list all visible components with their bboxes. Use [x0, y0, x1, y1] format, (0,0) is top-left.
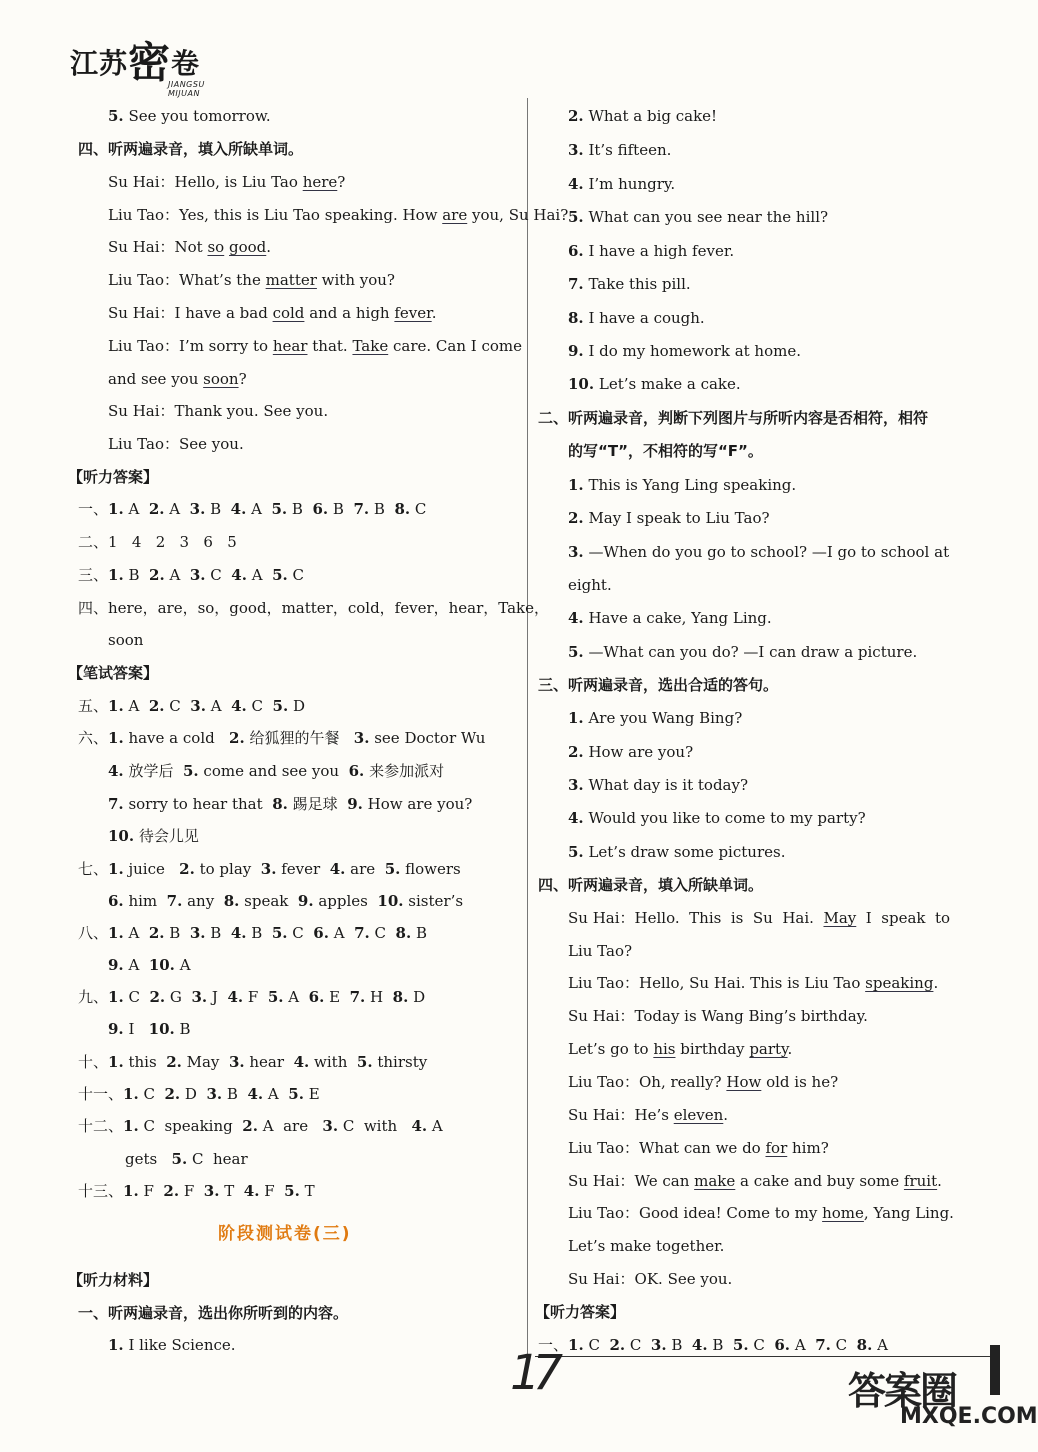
right-text-line: 1. Are you Wang Bing?	[568, 709, 743, 727]
watermark	[848, 1360, 1038, 1429]
right-text-line: 10. Let’s make a cake.	[568, 375, 741, 393]
right-text-line: 5. What can you see near the hill?	[568, 208, 829, 226]
right-text-line: Let’s go to his birthday party.	[568, 1040, 793, 1058]
left-text-line: 八、1. A 2. B 3. B 4. B 5. C 6. A 7. C 8. B	[78, 924, 428, 942]
right-text-line: 的写“T”，不相符的写“F”。	[568, 442, 763, 460]
right-text-line: 9. I do my homework at home.	[568, 342, 801, 360]
right-text-line: 四、听两遍录音，填入所缺单词。	[538, 876, 764, 894]
right-text-line: eight.	[568, 576, 612, 594]
left-text-line: 一、听两遍录音，选出你所听到的内容。	[78, 1304, 349, 1322]
right-text-line: Let’s make together.	[568, 1237, 725, 1255]
right-text-line: 4. Would you like to come to my party?	[568, 809, 866, 827]
left-text-line: Su Hai：Thank you. See you.	[108, 402, 329, 420]
left-text-line: Su Hai：Not so good.	[108, 238, 272, 256]
right-text-line: 4. I’m hungry.	[568, 175, 676, 193]
right-text-line: 5. —What can you do? —I can draw a picture.	[568, 643, 918, 661]
column-divider	[527, 98, 528, 1360]
right-text-line: Su Hai：Hello. This is Su Hai. May I speak to	[568, 909, 951, 927]
left-text-line: 9. I 10. B	[108, 1020, 191, 1038]
watermark-url: MXQE.COM	[900, 1404, 1038, 1429]
left-text-line: 5. See you tomorrow.	[108, 107, 271, 125]
brand-text-left: 江苏	[70, 47, 129, 80]
left-text-line: 【听力答案】	[68, 468, 159, 486]
left-text-line: 7. sorry to hear that 8. 踢足球 9. How are you?	[108, 795, 473, 813]
right-text-line: Su Hai：We can make a cake and buy some fruit.	[568, 1172, 942, 1190]
left-text-line: Liu Tao：I’m sorry to hear that. Take care. Can I come	[108, 337, 522, 355]
left-text-line: 【听力材料】	[68, 1271, 159, 1289]
right-text-line: 3. What day is it today?	[568, 776, 749, 794]
right-text-line: 6. I have a high fever.	[568, 242, 735, 260]
left-text-line: 十二、1. C speaking 2. A are 3. C with 4. A	[78, 1117, 443, 1135]
left-text-line: 【笔试答案】	[68, 664, 159, 682]
right-text-line: Liu Tao：Oh, really? How old is he?	[568, 1073, 839, 1091]
left-text-line: Liu Tao：What’s the matter with you?	[108, 271, 395, 289]
right-text-line: 【听力答案】	[535, 1303, 626, 1321]
right-text-line: 一、1. C 2. C 3. B 4. B 5. C 6. A 7. C 8. A	[538, 1336, 888, 1354]
right-text-line: 5. Let’s draw some pictures.	[568, 843, 786, 861]
left-text-line: 6. him 7. any 8. speak 9. apples 10. sister’s	[108, 892, 464, 910]
brand-text-right: 卷	[171, 47, 201, 80]
right-text-line: 2. How are you?	[568, 743, 694, 761]
left-text-line: 九、1. C 2. G 3. J 4. F 5. A 6. E 7. H 8. D	[78, 988, 426, 1006]
left-text-line: Liu Tao：Yes, this is Liu Tao speaking. How are you, Su Hai?	[108, 206, 569, 224]
right-text-line: Su Hai：Today is Wang Bing’s birthday.	[568, 1007, 868, 1025]
left-text-line: 四、here，are，so，good，matter，cold，fever，hear，Take，	[78, 599, 550, 617]
left-text-line: Su Hai：Hello, is Liu Tao here?	[108, 173, 346, 191]
right-text-line: 3. It’s fifteen.	[568, 141, 672, 159]
brand-subtitle: JIANGSU MIJUAN	[168, 80, 205, 98]
page-tab	[990, 1345, 1000, 1395]
left-text-line: 10. 待会儿见	[108, 827, 199, 845]
left-text-line: 二、1 4 2 3 6 5	[78, 533, 237, 551]
right-text-line: Liu Tao：What can we do for him?	[568, 1139, 829, 1157]
brand-text-mid: 密	[128, 38, 172, 87]
left-text-line: 4. 放学后 5. come and see you 6. 来参加派对	[108, 762, 445, 780]
left-text-line: 六、1. have a cold 2. 给狐狸的午餐 3. see Doctor Wu	[78, 729, 486, 747]
right-text-line: 2. What a big cake!	[568, 107, 718, 125]
left-text-line: 四、听两遍录音，填入所缺单词。	[78, 140, 304, 158]
right-text-line: Liu Tao?	[568, 942, 633, 960]
page-number: 17	[510, 1345, 556, 1401]
left-text-line: 9. A 10. A	[108, 956, 191, 974]
right-text-line: 二、听两遍录音，判断下列图片与所听内容是否相符，相符	[538, 409, 929, 427]
right-text-line: 1. This is Yang Ling speaking.	[568, 476, 797, 494]
left-text-line: 1. I like Science.	[108, 1336, 236, 1354]
right-text-line: Su Hai：He’s eleven.	[568, 1106, 729, 1124]
watermark-text: 答案圈	[848, 1369, 957, 1413]
left-text-line: 十三、1. F 2. F 3. T 4. F 5. T	[78, 1182, 315, 1200]
section-title: 阶段测试卷(三)	[218, 1224, 352, 1244]
left-text-line: Su Hai：I have a bad cold and a high fever.	[108, 304, 437, 322]
brand-logo	[70, 30, 205, 98]
right-text-line: 三、听两遍录音，选出合适的答句。	[538, 676, 779, 694]
right-text-line: Su Hai：OK. See you.	[568, 1270, 733, 1288]
left-text-line: and see you soon?	[108, 370, 247, 388]
left-text-line: soon	[108, 631, 144, 649]
left-text-line: 十、1. this 2. May 3. hear 4. with 5. thirsty	[78, 1053, 428, 1071]
left-text-line: 五、1. A 2. C 3. A 4. C 5. D	[78, 697, 306, 715]
right-text-line: 4. Have a cake, Yang Ling.	[568, 609, 772, 627]
left-text-line: 一、1. A 2. A 3. B 4. A 5. B 6. B 7. B 8. C	[78, 500, 427, 518]
left-text-line: gets 5. C hear	[125, 1150, 248, 1168]
left-text-line: 七、1. juice 2. to play 3. fever 4. are 5. flowers	[78, 860, 461, 878]
right-text-line: 8. I have a cough.	[568, 309, 705, 327]
right-text-line: Liu Tao：Good idea! Come to my home, Yang Ling.	[568, 1204, 954, 1222]
right-text-line: Liu Tao：Hello, Su Hai. This is Liu Tao speaking.	[568, 974, 939, 992]
right-text-line: 7. Take this pill.	[568, 275, 691, 293]
left-text-line: 十一、1. C 2. D 3. B 4. A 5. E	[78, 1085, 320, 1103]
left-text-line: 三、1. B 2. A 3. C 4. A 5. C	[78, 566, 305, 584]
right-text-line: 2. May I speak to Liu Tao?	[568, 509, 770, 527]
left-text-line: Liu Tao：See you.	[108, 435, 244, 453]
right-text-line: 3. —When do you go to school? —I go to school at	[568, 543, 950, 561]
